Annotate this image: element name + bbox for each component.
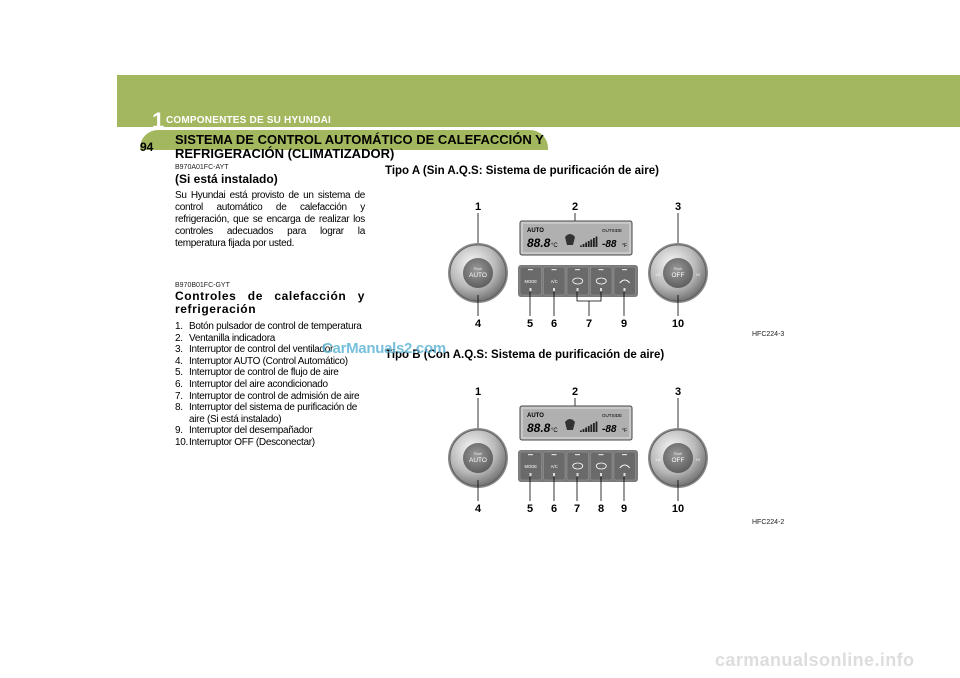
fan-bar bbox=[590, 240, 592, 248]
list-item-text: Botón pulsador de control de temperatura bbox=[189, 321, 362, 332]
fan-bar bbox=[588, 241, 590, 247]
section-number: 1 bbox=[152, 108, 165, 133]
list-item-number: 2. bbox=[175, 332, 183, 344]
button-indicator bbox=[577, 288, 579, 291]
section-title: COMPONENTES DE SU HYUNDAI bbox=[166, 115, 332, 126]
callout-number: 1 bbox=[474, 386, 482, 398]
list-item-text: Interruptor del desempañador bbox=[189, 425, 313, 437]
button-led bbox=[575, 269, 580, 270]
lcd-outside: OUTSIDE bbox=[602, 228, 623, 233]
list-item bbox=[175, 379, 365, 391]
fan-bar bbox=[585, 243, 587, 248]
button-led bbox=[599, 269, 604, 270]
list-item-number: 4. bbox=[175, 355, 183, 367]
button-led bbox=[622, 454, 627, 455]
figure-b-panel bbox=[430, 380, 730, 520]
button-indicator bbox=[600, 473, 602, 476]
list-item-number: 7. bbox=[175, 390, 183, 402]
temperature-knob-label: AUTO bbox=[469, 457, 487, 464]
list-item-number: 10. bbox=[175, 436, 189, 448]
fan-bar bbox=[583, 244, 585, 247]
fan-knob-lo: LO bbox=[655, 273, 661, 277]
callout-number: 10 bbox=[671, 318, 685, 330]
lcd-unit: °C bbox=[551, 428, 558, 434]
list-item bbox=[175, 367, 365, 379]
watermark: CarManuals2.com bbox=[322, 340, 446, 357]
figure-b-title: Tipo B (Con A.Q.S: Sistema de purificación de aire) bbox=[385, 349, 665, 361]
section-code: B970A01FC-AYT bbox=[175, 164, 229, 171]
lcd-outside-temp: -88 bbox=[602, 239, 617, 250]
callout-number: 6 bbox=[550, 318, 558, 330]
list-item bbox=[175, 391, 365, 403]
list-item bbox=[175, 437, 365, 449]
lcd-outside: OUTSIDE bbox=[602, 413, 623, 418]
mode-button-label: MODE bbox=[524, 279, 538, 284]
button-indicator bbox=[553, 473, 555, 476]
list-item-number: 9. bbox=[175, 425, 183, 437]
callout-number: 6 bbox=[550, 503, 558, 515]
fan-bar bbox=[580, 246, 582, 248]
button-indicator bbox=[577, 473, 579, 476]
figure-b-code: HFC224-2 bbox=[752, 519, 785, 526]
callout-number: 5 bbox=[526, 318, 534, 330]
button-led bbox=[552, 269, 557, 270]
callout-number: 8 bbox=[597, 503, 605, 515]
section-subtitle: (Si está instalado) bbox=[175, 172, 278, 186]
list-item-number: 3. bbox=[175, 344, 183, 356]
list-item-text: Ventanilla indicadora bbox=[189, 332, 275, 344]
lcd-outside-unit: °F bbox=[622, 243, 628, 249]
callout-number: 2 bbox=[571, 201, 579, 213]
fan-bar bbox=[593, 238, 595, 247]
list-item-text: Interruptor de control del ventilador bbox=[189, 344, 333, 356]
lcd-unit: °C bbox=[551, 243, 558, 249]
callout-number: 9 bbox=[620, 318, 628, 330]
fan-bar bbox=[580, 431, 582, 433]
figure-a-title: Tipo A (Sin A.Q.S: Sistema de purificación de aire) bbox=[385, 165, 659, 177]
lcd-temp: 88.8 bbox=[527, 236, 551, 250]
figure-a-code: HFC224-3 bbox=[752, 331, 785, 338]
button-indicator bbox=[624, 473, 626, 476]
list-item-number: 8. bbox=[175, 402, 183, 414]
callout-number: 1 bbox=[474, 201, 482, 213]
callout-number: 9 bbox=[620, 503, 628, 515]
fan-bar bbox=[588, 426, 590, 432]
fan-bar bbox=[596, 237, 598, 248]
list-item bbox=[175, 356, 365, 368]
lcd-outside-unit: °F bbox=[622, 428, 628, 434]
button-led bbox=[528, 454, 533, 455]
list-item-text: Interruptor de control de flujo de aire bbox=[189, 367, 339, 379]
list-item-text: Interruptor del sistema de purificación de aire (Si está instalado) bbox=[189, 402, 358, 425]
callout-number: 2 bbox=[571, 386, 579, 398]
lcd-auto: AUTO bbox=[527, 413, 544, 419]
callout-number: 3 bbox=[674, 201, 682, 213]
footer-watermark: carmanualsonline.info bbox=[715, 650, 915, 670]
callout-number: 4 bbox=[474, 503, 482, 515]
button-indicator bbox=[530, 288, 532, 291]
list-item-text: Interruptor de control de admisión de aire bbox=[189, 390, 360, 402]
fan-knob-hi: HI bbox=[696, 458, 700, 462]
fan-bar bbox=[596, 422, 598, 433]
button-indicator bbox=[553, 288, 555, 291]
list-item bbox=[175, 425, 365, 437]
button-led bbox=[599, 454, 604, 455]
section-code: B970B01FC-GYT bbox=[175, 282, 230, 289]
list-item-number: 5. bbox=[175, 367, 183, 379]
temperature-knob-push: Push bbox=[474, 452, 482, 456]
list-item-text: Interruptor AUTO (Control Automático) bbox=[189, 355, 348, 367]
mode-button-label: MODE bbox=[524, 464, 538, 469]
lcd-outside-temp: -88 bbox=[602, 424, 617, 435]
button-led bbox=[575, 454, 580, 455]
fan-knob-hi: HI bbox=[696, 273, 700, 277]
controls-heading: Controles de calefacción y refrigeración bbox=[175, 289, 365, 316]
temperature-knob-push: Push bbox=[474, 267, 482, 271]
list-item-number: 6. bbox=[175, 378, 183, 390]
main-title: SISTEMA DE CONTROL AUTOMÁTICO DE CALEFACCIÓN Y REFRIGERACIÓN (CLIMATIZADOR) bbox=[175, 132, 544, 161]
fan-knob-label: OFF bbox=[671, 272, 685, 279]
list-item bbox=[175, 321, 365, 333]
fan-knob-push: Push bbox=[674, 267, 682, 271]
fan-bar bbox=[593, 423, 595, 432]
button-led bbox=[528, 269, 533, 270]
intro-paragraph: Su Hyundai está provisto de un sistema de control automático de calefacción y refrigeración, que se encarga de realizar los controles adecuados para lograr la temperatura fijada por usted. bbox=[175, 190, 365, 249]
fan-knob-label: OFF bbox=[671, 457, 685, 464]
callout-number: 7 bbox=[585, 318, 593, 330]
button-led bbox=[622, 269, 627, 270]
lcd-temp: 88.8 bbox=[527, 421, 551, 435]
list-item-text: Interruptor OFF (Desconectar) bbox=[189, 436, 315, 448]
button-led bbox=[552, 454, 557, 455]
button-indicator bbox=[600, 288, 602, 291]
fan-bar bbox=[583, 429, 585, 432]
list-item bbox=[175, 402, 365, 425]
callout-number: 5 bbox=[526, 503, 534, 515]
callout-number: 7 bbox=[573, 503, 581, 515]
list-item-text: Interruptor del aire acondicionado bbox=[189, 378, 328, 390]
callout-number: 10 bbox=[671, 503, 685, 515]
list-item-number: 1. bbox=[175, 321, 183, 332]
fan-bar bbox=[585, 428, 587, 433]
button-indicator bbox=[530, 473, 532, 476]
temperature-knob-label: AUTO bbox=[469, 272, 487, 279]
figure-a-panel bbox=[430, 195, 730, 335]
ac-button-label: A/C bbox=[550, 279, 558, 284]
button-indicator bbox=[624, 288, 626, 291]
page-number: 94 bbox=[140, 140, 154, 154]
callout-number: 3 bbox=[674, 386, 682, 398]
callout-number: 4 bbox=[474, 318, 482, 330]
ac-button-label: A/C bbox=[550, 464, 558, 469]
lcd-auto: AUTO bbox=[527, 228, 544, 234]
fan-knob-push: Push bbox=[674, 452, 682, 456]
fan-bar bbox=[590, 425, 592, 433]
fan-knob-lo: LO bbox=[655, 458, 661, 462]
